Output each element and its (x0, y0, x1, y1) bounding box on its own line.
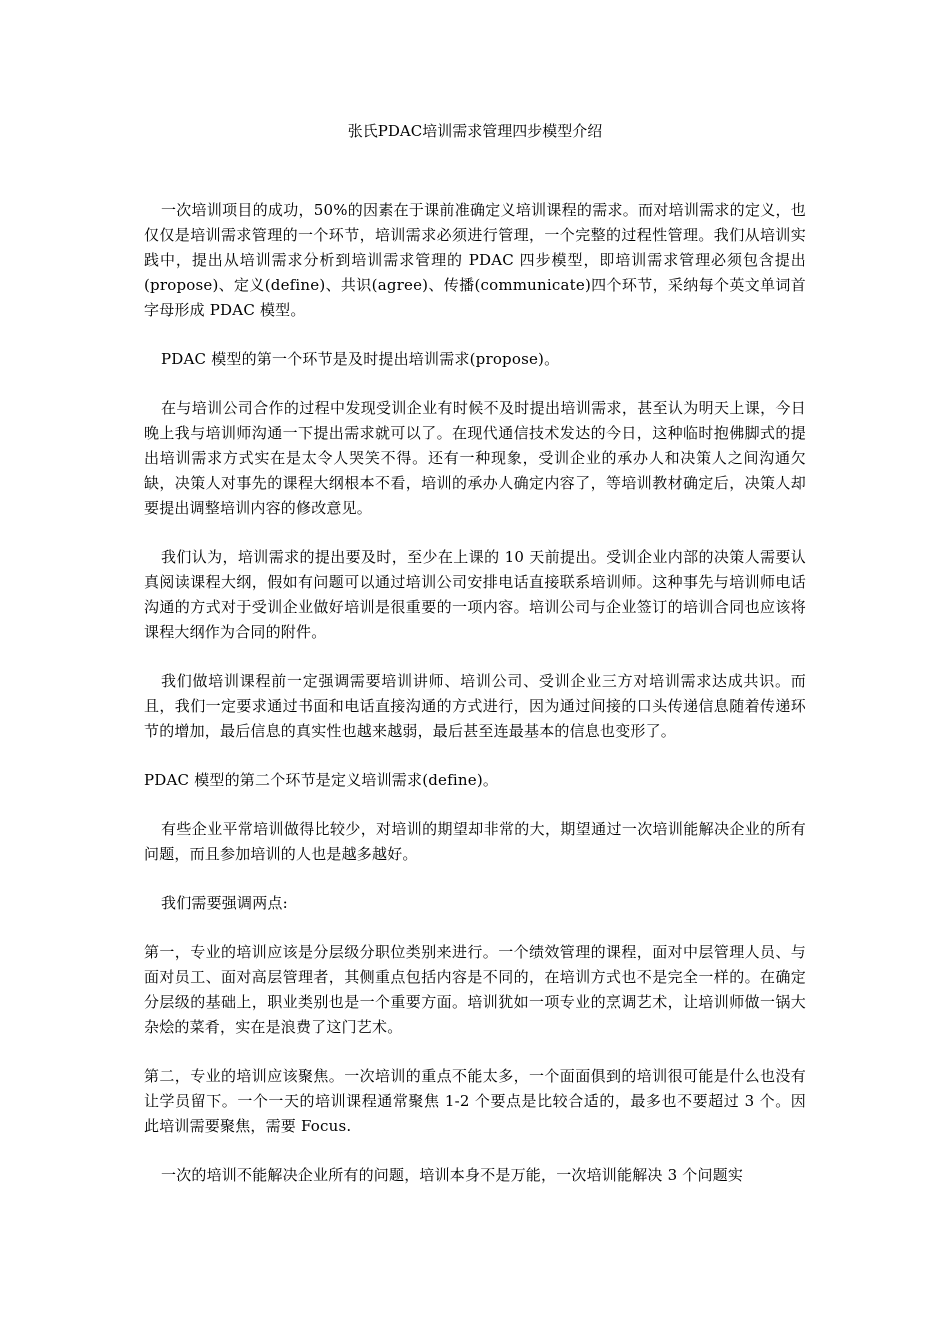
paragraph-two-points: 我们需要强调两点: (161, 894, 288, 912)
paragraph-step1-problem: 在与培训公司合作的过程中发现受训企业有时候不及时提出培训需求，甚至认为明天上课，今日晚上我与培训师沟通一下提出需求就可以了。在现代通信技术发达的今日，这种临时抱佛脚式的提出培训需求方式实在是太令人哭笑不得。还有一种现象，受训企业的承办人和决策人之间沟通欠缺，决策人对事先的课程大纲根本不看，培训的承办人确定内容了，等培训教材确定后，决策人却要提出调整培训内容的修改意见。 (144, 399, 806, 517)
paragraph-intro: 一次培训项目的成功，50%的因素在于课前准确定义培训课程的需求。而对培训需求的定义，也仅仅是培训需求管理的一个环节，培训需求必须进行管理，一个完整的过程性管理。我们从培训实践中，提出从培训需求分析到培训需求管理的 PDAC 四步模型，即培训需求管理必须包含提出(propose)、定义(define)、共识(agree)、传播(communicate)四个环节，采纳每个英文单词首字母形成 PDAC 模型。 (144, 201, 806, 319)
paragraph-closing: 一次的培训不能解决企业所有的问题，培训本身不是万能，一次培训能解决 3 个问题实 (161, 1166, 744, 1184)
paragraph-step2-problem: 有些企业平常培训做得比较少，对培训的期望却非常的大，期望通过一次培训能解决企业的所有问题，而且参加培训的人也是越多越好。 (144, 820, 806, 863)
paragraph-step1-advice: 我们认为，培训需求的提出要及时，至少在上课的 10 天前提出。受训企业内部的决策人需要认真阅读课程大纲，假如有问题可以通过培训公司安排电话直接联系培训师。这种事先与培训师电话沟通的方式对于受训企业做好培训是很重要的一项内容。培训公司与企业签订的培训合同也应该将课程大纲作为合同的附件。 (144, 548, 806, 641)
document-title: 张氏PDAC培训需求管理四步模型介绍 (347, 122, 603, 140)
paragraph-step1-heading: PDAC 模型的第一个环节是及时提出培训需求(propose)。 (161, 350, 560, 368)
paragraph-step1-consensus: 我们做培训课程前一定强调需要培训讲师、培训公司、受训企业三方对培训需求达成共识。而且，我们一定要求通过书面和电话直接沟通的方式进行，因为通过间接的口头传递信息随着传递环节的增加，最后信息的真实性也越来越弱，最后甚至连最基本的信息也变形了。 (144, 672, 806, 740)
paragraph-point-two: 第二，专业的培训应该聚焦。一次培训的重点不能太多，一个面面俱到的培训很可能是什么也没有让学员留下。一个一天的培训课程通常聚焦 1-2 个要点是比较合适的，最多也不要超过 3 个。因此培训需要聚焦，需要 Focus. (144, 1067, 806, 1135)
document-page (144, 120, 806, 1212)
paragraph-point-one: 第一，专业的培训应该是分层级分职位类别来进行。一个绩效管理的课程，面对中层管理人员、与面对员工、面对高层管理者，其侧重点包括内容是不同的，在培训方式也不是完全一样的。在确定分层级的基础上，职业类别也是一个重要方面。培训犹如一项专业的烹调艺术，让培训师做一锅大杂烩的菜肴，实在是浪费了这门艺术。 (144, 943, 806, 1036)
paragraph-step2-heading: PDAC 模型的第二个环节是定义培训需求(define)。 (144, 771, 499, 789)
